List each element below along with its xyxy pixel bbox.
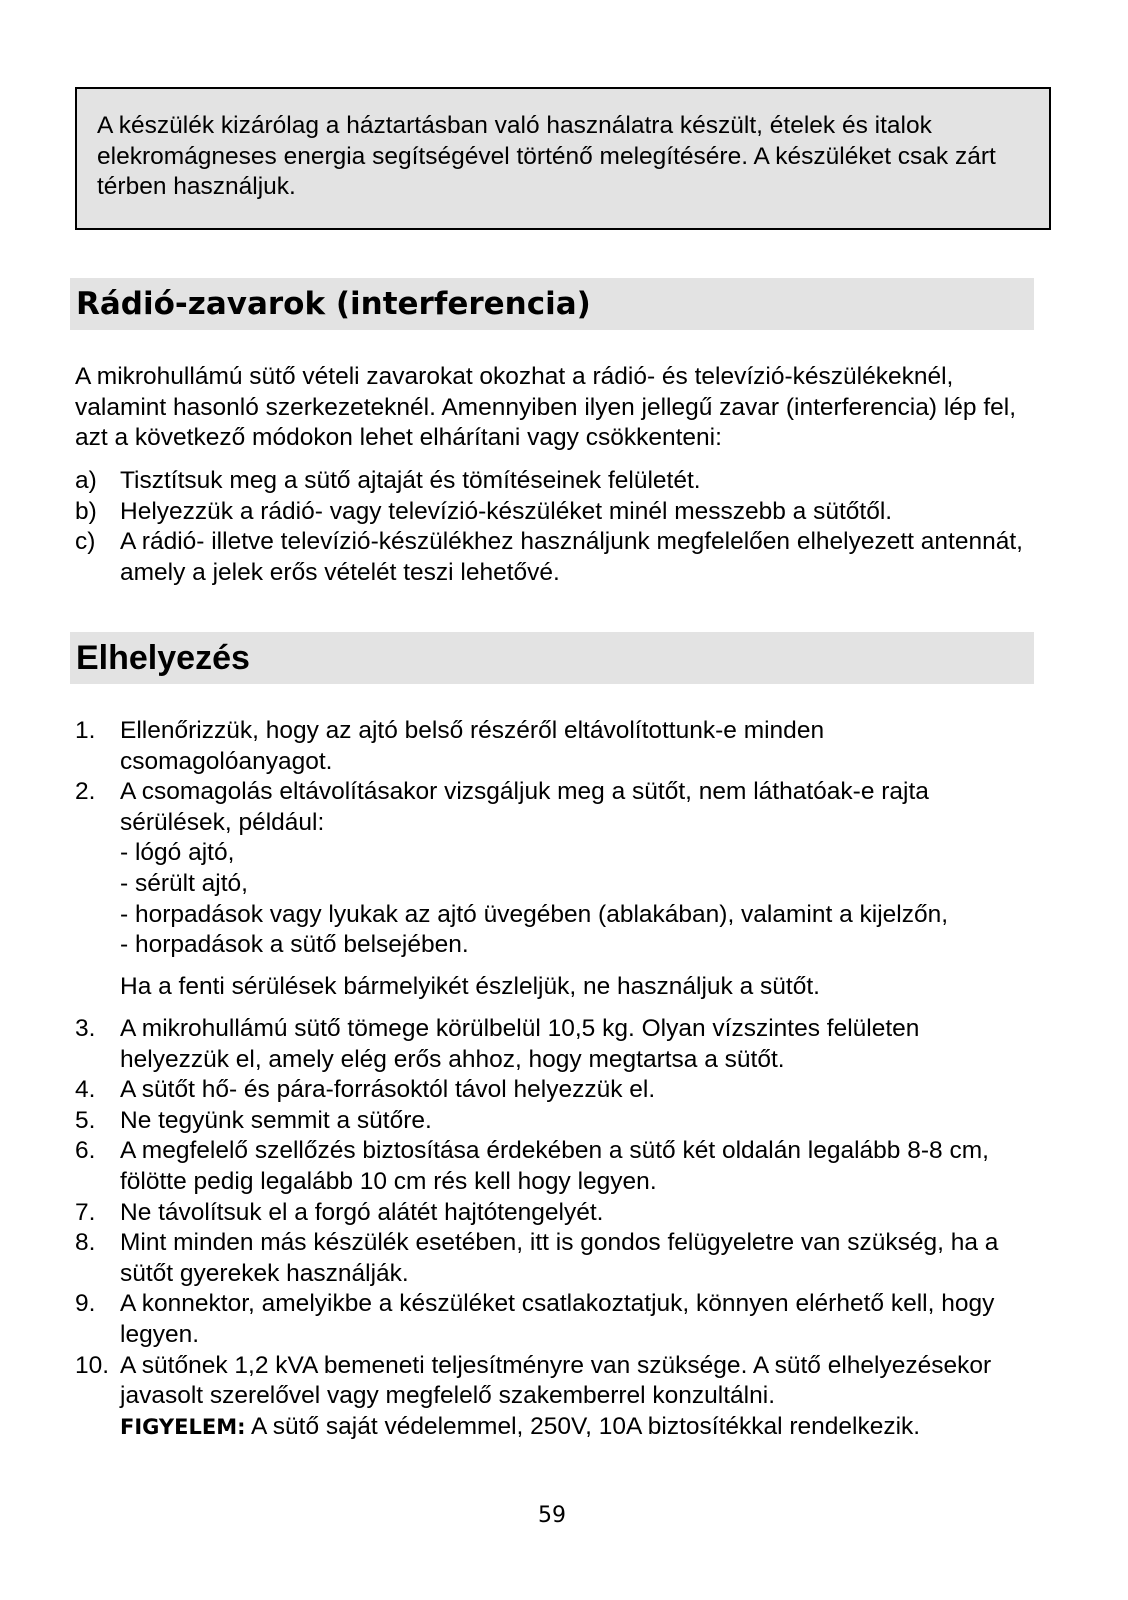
list-marker: 9. xyxy=(75,1290,96,1318)
damage-example: - horpadások vagy lyukak az ajtó üvegében (ablakában), valamint a kijelzőn, xyxy=(120,900,949,928)
list-marker: 3. xyxy=(75,1015,96,1042)
list-item-text: A sütőnek 1,2 kVA bemeneti teljesítményre van szüksége. A sütő elhelyezésekor javasolt szerelővel vagy megfelelő szakemberrel konzultálni. xyxy=(120,1351,992,1410)
list-marker: 10. xyxy=(75,1351,110,1379)
list-item-text: A konnektor, amelyikbe a készüléket csatlakoztatjuk, könnyen elérhető kell, hogy legyen. xyxy=(120,1290,995,1348)
list-item xyxy=(75,466,1035,497)
list-item-text: Ellenőrizzük, hogy az ajtó belső részéről eltávolítottunk-e minden csomagolóanyagot. xyxy=(120,717,825,775)
list-item-text: Ne távolítsuk el a forgó alátét hajtótengelyét. xyxy=(120,1198,604,1226)
list-marker: 6. xyxy=(75,1137,96,1165)
list-marker: 8. xyxy=(75,1229,96,1257)
list-marker: b) xyxy=(75,497,97,525)
list-item-text: Helyezzük a rádió- vagy televízió-készüléket minél messzebb a sütőtől. xyxy=(120,497,893,525)
list-marker: c) xyxy=(75,528,96,556)
radio-remedy-list xyxy=(75,466,1035,588)
warning-line xyxy=(120,1412,1035,1443)
damage-example: - horpadások a sütő belsejében. xyxy=(120,931,469,959)
radio-interference-heading: Rádió-zavarok (interferencia) xyxy=(70,278,1034,330)
warning-text: A sütő saját védelemmel, 250V, 10A biztosítékkal rendelkezik. xyxy=(245,1412,921,1440)
warning-label: FIGYELEM: xyxy=(120,1414,246,1439)
list-item xyxy=(75,1228,1035,1289)
damage-example: - lógó ajtó, xyxy=(120,839,235,867)
usage-notice-text: A készülék kizárólag a háztartásban való használatra készült, ételek és italok elekromágneses energia segítségével történő melegítésére. A készüléket csak zárt térben használjuk. xyxy=(97,112,996,201)
placement-heading: Elhelyezés xyxy=(70,632,1034,684)
list-item xyxy=(75,527,1035,588)
list-item-text: Tisztítsuk meg a sütő ajtaját és tömítéseinek felületét. xyxy=(120,467,701,494)
list-marker: 2. xyxy=(75,778,96,806)
list-item xyxy=(75,777,1035,961)
page-number: 59 xyxy=(538,1503,566,1528)
list-item xyxy=(75,1351,1035,1443)
list-item-text: A csomagolás eltávolításakor vizsgáljuk meg a sütőt, nem láthatóak-e rajta sérülések, például: xyxy=(120,778,929,836)
list-item-text: A rádió- illetve televízió-készülékhez használjunk megfelelően elhelyezett antennát, amely a jelek erős vételét teszi lehetővé. xyxy=(120,528,1023,586)
list-item xyxy=(75,1014,1035,1075)
damage-example: - sérült ajtó, xyxy=(120,869,248,897)
list-item xyxy=(75,1289,1035,1350)
list-marker: 4. xyxy=(75,1076,96,1104)
list-item xyxy=(75,716,1035,777)
list-marker: 1. xyxy=(75,717,96,744)
list-marker: 5. xyxy=(75,1106,96,1134)
usage-notice-box xyxy=(75,87,1051,230)
list-item xyxy=(75,1198,1035,1229)
list-item-text: A megfelelő szellőzés biztosítása érdekében a sütő két oldalán legalább 8-8 cm, fölötte pedig legalább 10 cm rés kell hogy legyen. xyxy=(120,1137,989,1195)
list-item-text: Ne tegyünk semmit a sütőre. xyxy=(120,1106,432,1134)
list-marker: 7. xyxy=(75,1198,96,1226)
list-item xyxy=(75,497,1035,528)
list-item xyxy=(75,1106,1035,1137)
radio-intro-paragraph: A mikrohullámú sütő vételi zavarokat okozhat a rádió- és televízió-készülékeknél, valamint hasonló szerkezeteknél. Amennyiben ilyen jellegű zavar (interferencia) lép fel, azt a következő módokon lehet elhárítani vagy csökkenteni: xyxy=(75,363,1017,452)
list-item xyxy=(75,1075,1035,1106)
list-item-text: A mikrohullámú sütő tömege körülbelül 10,5 kg. Olyan vízszintes felületen helyezzük el, amely elég erős ahhoz, hogy megtartsa a sütőt. xyxy=(120,1015,920,1073)
placement-list-part-2 xyxy=(75,1014,1035,1442)
list-item-text: Mint minden más készülék esetében, itt is gondos felügyeletre van szükség, ha a sütőt gyerekek használják. xyxy=(120,1229,999,1287)
list-item xyxy=(75,1136,1035,1197)
list-item-text: A sütőt hő- és pára-forrásoktól távol helyezzük el. xyxy=(120,1076,656,1104)
placement-list-part-1 xyxy=(75,716,1035,961)
list-marker: a) xyxy=(75,467,97,494)
damage-note: Ha a fenti sérülések bármelyikét észleljük, ne használjuk a sütőt. xyxy=(120,973,820,1000)
